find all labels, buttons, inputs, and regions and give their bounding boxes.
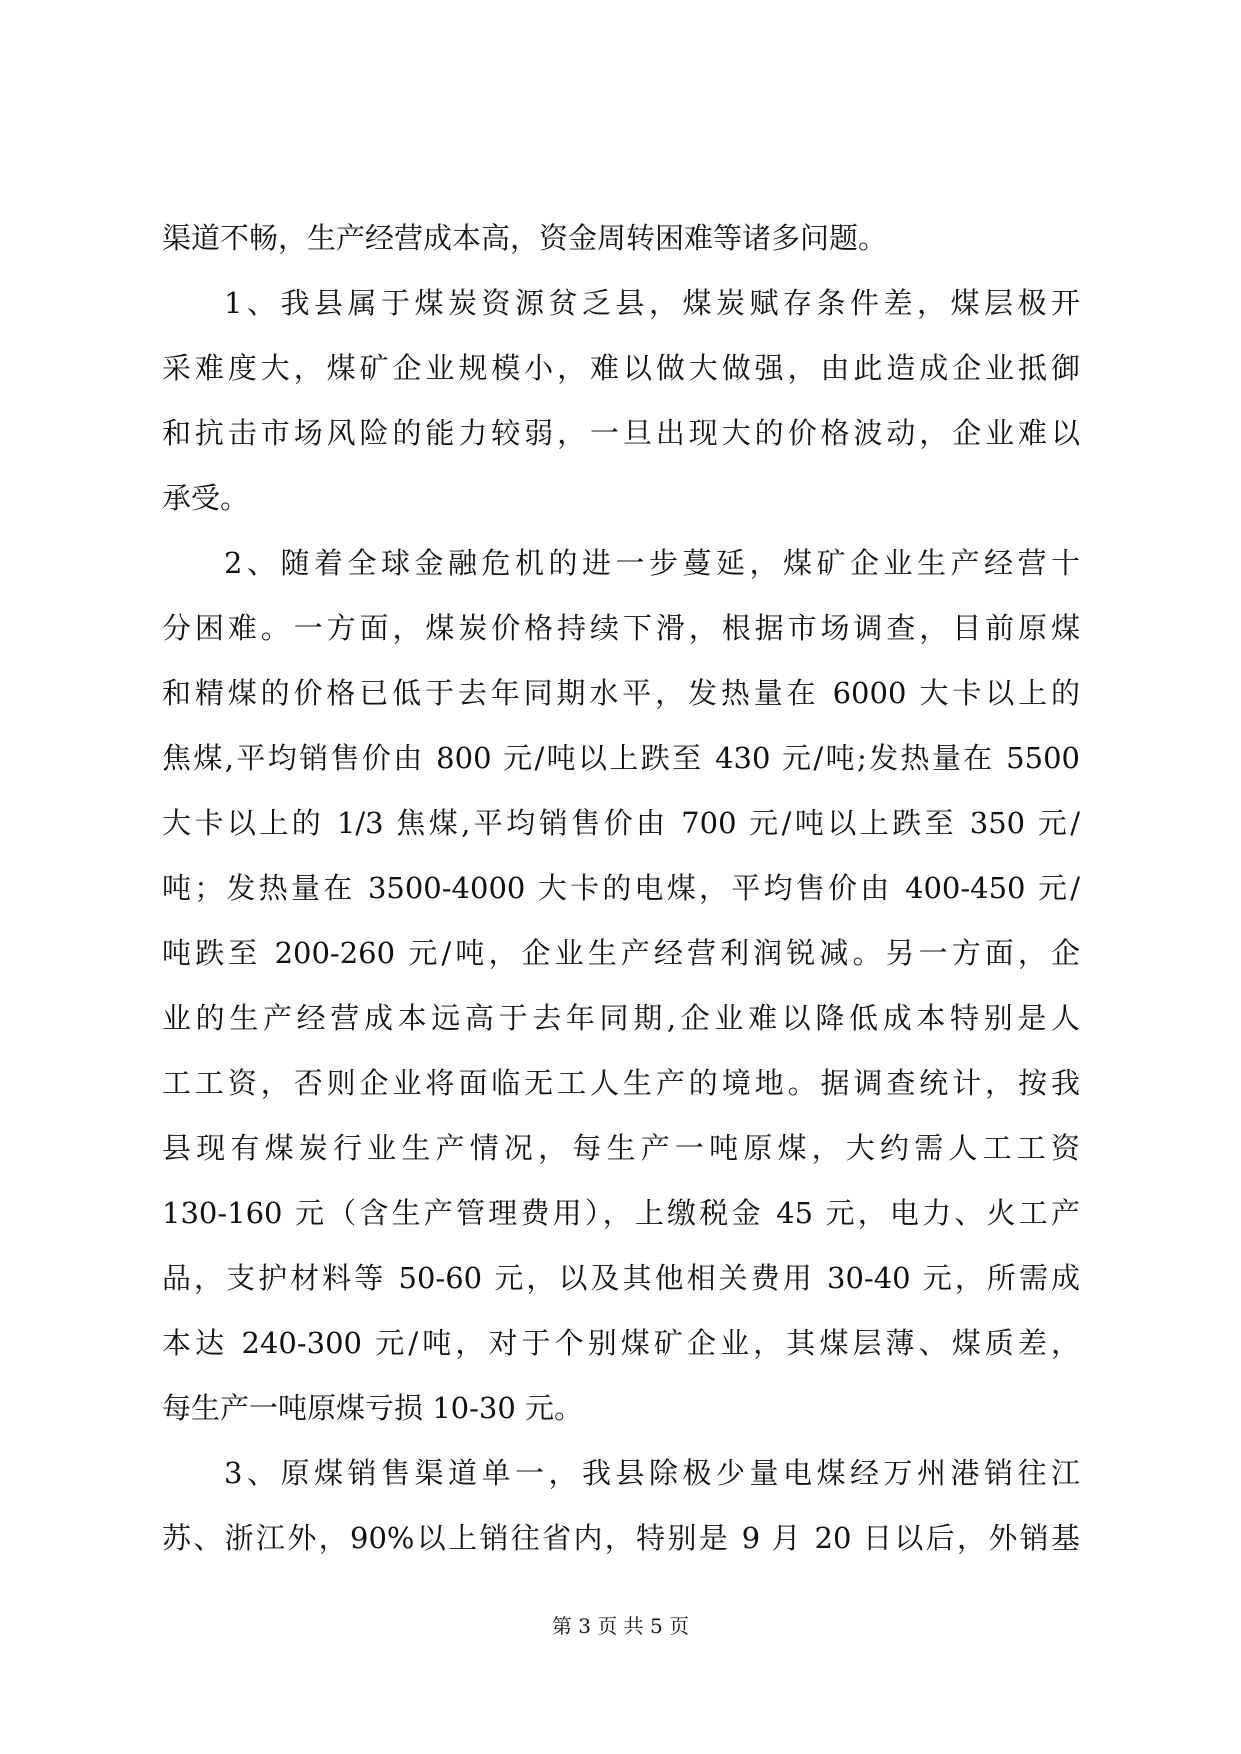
text-line: 和精煤的价格已低于去年同期水平，发热量在 6000 大卡以上的 [162, 676, 1080, 710]
text-line: 大卡以上的 1/3 焦煤,平均销售价由 700 元/吨以上跌至 350 元/ [162, 806, 1080, 840]
text-line: 业的生产经营成本远高于去年同期,企业难以降低成本特别是人 [162, 1001, 1080, 1035]
text-line: 分困难。一方面，煤炭价格持续下滑，根据市场调查，目前原煤 [162, 611, 1080, 645]
text-line: 采难度大，煤矿企业规模小，难以做大做强，由此造成企业抵御 [162, 351, 1080, 385]
text-line: 每生产一吨原煤亏损 10-30 元。 [162, 1391, 584, 1425]
text-line: 渠道不畅，生产经营成本高，资金周转困难等诸多问题。 [162, 221, 888, 255]
text-line: 承受。 [162, 481, 250, 515]
paragraph-3-first-line: 3、原煤销售渠道单一，我县除极少量电煤经万州港销往江 [224, 1456, 1080, 1490]
paragraph-2-first-line: 2、随着全球金融危机的进一步蔓延，煤矿企业生产经营十 [224, 546, 1080, 580]
text-line: 工工资，否则企业将面临无工人生产的境地。据调查统计，按我 [162, 1066, 1080, 1100]
text-line: 130-160 元（含生产管理费用），上缴税金 45 元，电力、火工产 [162, 1196, 1080, 1230]
text-line: 吨跌至 200-260 元/吨，企业生产经营利润锐减。另一方面，企 [162, 936, 1080, 970]
text-line: 本达 240-300 元/吨，对于个别煤矿企业，其煤层薄、煤质差， [162, 1326, 1080, 1360]
paragraph-1-first-line: 1、我县属于煤炭资源贫乏县，煤炭赋存条件差，煤层极开 [224, 286, 1080, 320]
text-line: 吨；发热量在 3500-4000 大卡的电煤，平均售价由 400-450 元/ [162, 871, 1080, 905]
text-line: 和抗击市场风险的能力较弱，一旦出现大的价格波动，企业难以 [162, 416, 1080, 450]
text-line: 品，支护材料等 50-60 元，以及其他相关费用 30-40 元，所需成 [162, 1261, 1080, 1295]
page-number-footer: 第 3 页 共 5 页 [551, 1614, 690, 1638]
text-line: 苏、浙江外，90%以上销往省内，特别是 9 月 20 日以后，外销基 [162, 1521, 1080, 1555]
text-line: 焦煤,平均销售价由 800 元/吨以上跌至 430 元/吨;发热量在 5500 [162, 741, 1080, 775]
text-line: 县现有煤炭行业生产情况，每生产一吨原煤，大约需人工工资 [162, 1131, 1080, 1165]
document-body [162, 206, 1080, 1571]
